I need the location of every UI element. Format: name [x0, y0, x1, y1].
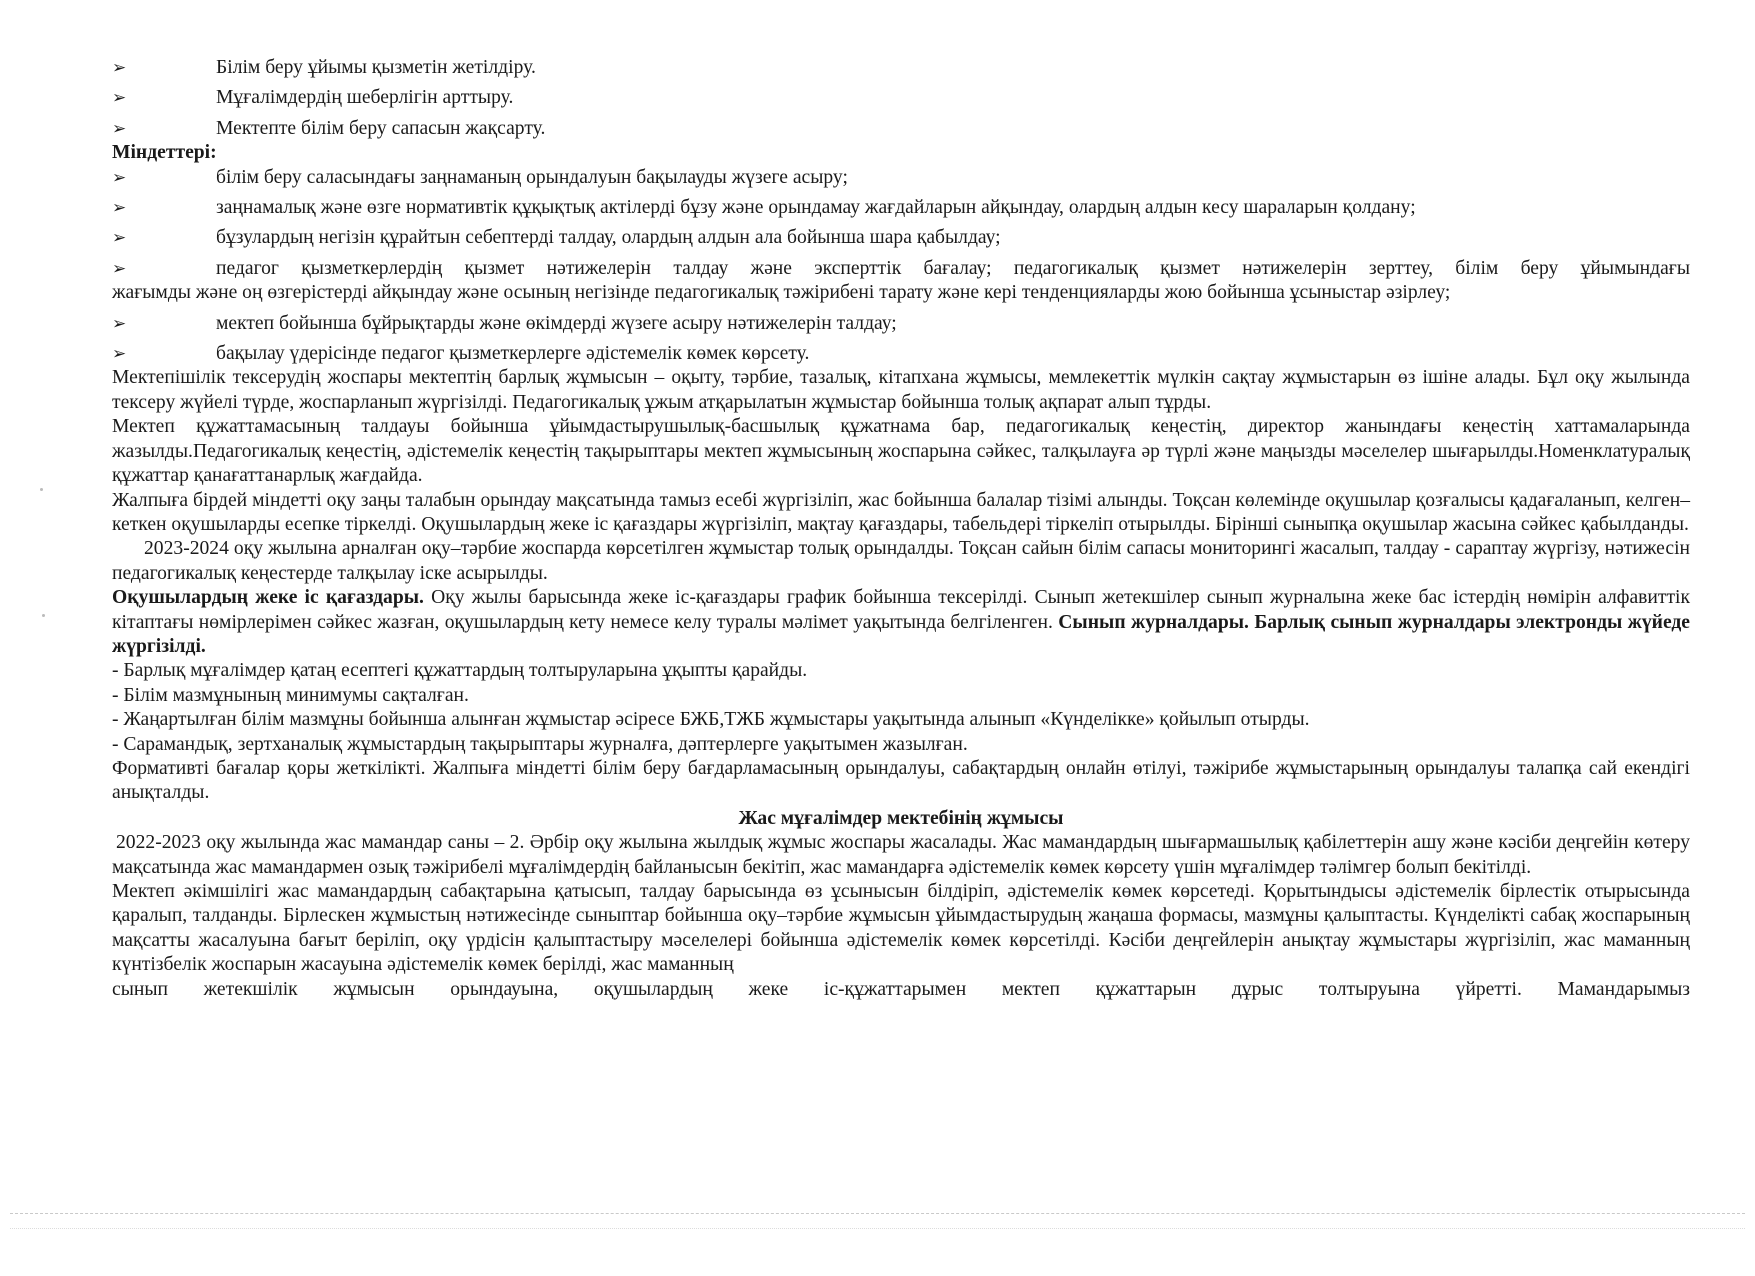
paragraph-student-files: [112, 586, 1690, 659]
paragraph-administration: Мектеп әкімшілігі жас мамандардың сабақтарына қатысып, талдау барысында өз ұсынысын білдіріп, әдістемелік көмек көрсетеді. Қорытындысы әдістемелік бірлестік отырысында қаралып, талданды. Бірлескен жұмыстың нәтижесінде сыныптар бойынша оқу–тәрбие жұмысын ұйымдастырудың жаңаша формасы, мазмұны қалыптасты. Күнделікті сабақ жоспарының мақсатты жасалуына бағыт беріліп, оқу үрдісін қалыптастыру мәселелері бойынша әдістемелік көмек көрсетілді. Кәсіби деңгейлерін анықтау жұмыстары жүргізіліп, жас маманның күнтізбелік жоспарын жасауына әдістемелік көмек берілді, жас маманның: [112, 881, 1690, 976]
scan-speck: [40, 488, 43, 491]
task-text: бақылау үдерісінде педагог қызметкерлерге әдістемелік көмек көрсету.: [216, 343, 810, 365]
tasks-heading: Міндеттері:: [112, 142, 217, 164]
arrow-bullet-icon: ➢: [112, 88, 127, 109]
class-journals-heading: Сынып журналдары. Барлық сынып журналдары электронды жүйеде жүргізілді.: [112, 611, 1690, 657]
goal-item: [112, 117, 1690, 141]
dash-item: - Жаңартылған білім мазмұны бойынша алынған жұмыстар әсіресе БЖБ,ТЖБ жұмыстары уақытында алынып «Күнделікке» қойылып отырды.: [112, 709, 1310, 731]
paragraph-administration-last-line: сынып жетекшілік жұмысын орындауына, оқушылардың жеке іс-құжаттарымен мектеп құжаттарын дұрыс толтыруына үйретті. Мамандарымыз: [112, 978, 1690, 1000]
task-text: бұзулардың негізін құрайтын себептерді талдау, олардың алдын ала бойынша шара қабылдау;: [216, 227, 1001, 249]
task-item-first-line: [112, 257, 1690, 281]
student-files-heading: Оқушылардың жеке іс қағаздары.: [112, 587, 424, 609]
goal-text: Мұғалімдердің шеберлігін арттыру.: [216, 87, 514, 109]
arrow-bullet-icon: ➢: [112, 118, 127, 139]
scan-artifact-line: [10, 1228, 1745, 1229]
task-item-long: [112, 257, 1690, 306]
paragraph-young-teachers: 2022-2023 оқу жылында жас мамандар саны – 2. Әрбір оқу жылына жылдық жұмыс жоспары жасалады. Жас мамандардың шығармашылық қабілеттерін ашу және кәсіби деңгейін көтеру мақсатында жас мамандармен озық тәжірибелі мұғалімдердің байланысын бекітіп, жас мамандарға әдістемелік көмек көрсету үшін мұғалімдер тәлімгер болып бекітілді.: [112, 832, 1690, 878]
arrow-bullet-icon: ➢: [112, 58, 127, 78]
student-files-text: Оқу жылы барысында жеке іс-қағаздары график бойынша тексерілді. Сынып жетекшілер сынып журналына жеке бас істердің нөмірін алфавиттік кітаптағы нөмірлерімен сәйкес жазған, оқушылардың кету немесе келу туралы мәлімет уақытында белгіленген.: [112, 587, 1690, 633]
arrow-bullet-icon: ➢: [112, 313, 127, 334]
section-title: Жас мұғалімдер мектебінің жұмысы: [738, 807, 1064, 829]
task-item: [112, 166, 1690, 190]
arrow-bullet-icon: ➢: [112, 258, 127, 279]
arrow-bullet-icon: ➢: [112, 344, 127, 365]
paragraph-compulsory-education: Жалпыға бірдей міндетті оқу заңы талабын орындау мақсатында тамыз есебі жүргізіліп, жас бойынша балалар тізімі алынды. Тоқсан көлемінде оқушылар қозғалысы қадағаланып, келген–кеткен оқушыларды есепке тіркелді. Оқушылардың жеке іс қағаздары жүргізіліп, мақтау қағаздары, табельдері тіркеліп отырылды. Бірінші сыныпқа оқушылар жасына сәйкес қабылданды.: [112, 489, 1690, 535]
task-text: заңнамалық және өзге нормативтік құқықтық актілерді бұзу және орындамау жағдайларын айқындау, олардың алдын кесу шараларын қолдану;: [216, 197, 1416, 219]
task-item: [112, 226, 1690, 250]
arrow-bullet-icon: ➢: [112, 228, 127, 249]
task-text-continuation: жағымды және оң өзгерістерді айқындау және осының негізінде педагогикалық тәжірибені тарату және кері тенденцияларды жою бойынша ұсыныстар әзірлеу;: [112, 282, 1451, 304]
paragraph-formative: Формативті бағалар қоры жеткілікті. Жалпыға міндетті білім беру бағдарламасының орындалуы, сабақтардың онлайн өтілуі, тәжірибе жұмыстарының орындалуы талапқа сай екендігі анықталды.: [112, 757, 1690, 804]
paragraph-documentation: Мектеп құжаттамасының талдауы бойынша ұйымдастырушылық-басшылық құжатнама бар, педагогикалық кеңестің, директор жанындағы кеңестің хаттамаларында жазылды.Педагогикалық кеңестің, әдістемелік кеңестің тақырыптары мектеп жұмысының жоспарына сәйкес, талқылауға әр түрлі және маңызды мәселелер шығарылды.Номенклатуралық құжаттар қанағаттанарлық жағдайда.: [112, 416, 1690, 487]
task-text: педагог қызметкерлердің қызмет нәтижелерін талдау және эксперттік бағалау; педагогикалық қызмет нәтижелерін зерттеу, білім беру ұйымындағы: [216, 257, 1690, 279]
task-text: білім беру саласындағы заңнаманың орындалуын бақылауды жүзеге асыру;: [216, 166, 848, 188]
dash-item: - Барлық мұғалімдер қатаң есептегі құжаттардың толтыруларына ұқыпты қарайды.: [112, 660, 808, 682]
paragraph-inspection-plan: Мектепішілік тексерудің жоспары мектептің барлық жұмысын – оқыту, тәрбие, тазалық, кітапхана жұмысы, мемлекеттік мүлкін сақтау жұмыстарын өз ішіне алады. Бұл оқу жылында тексеру жүйелі түрде, жоспарланып жүргізілді. Педагогикалық ұжым атқарылатын жұмыстар бойынша толық ақпарат алып тұрды.: [112, 367, 1690, 413]
task-item: [112, 342, 1690, 366]
goal-item: [112, 86, 1690, 110]
goal-text: Білім беру ұйымы қызметін жетілдіру.: [216, 57, 536, 78]
arrow-bullet-icon: ➢: [112, 167, 127, 188]
task-text: мектеп бойынша бұйрықтарды және өкімдерді жүзеге асыру нәтижелерін талдау;: [216, 312, 897, 334]
document-body: [112, 56, 1690, 1002]
dash-item: - Сарамандық, зертханалық жұмыстардың тақырыптары журналға, дәптерлерге уақытымен жазылған.: [112, 733, 968, 755]
task-item: [112, 196, 1690, 220]
task-item: [112, 312, 1690, 336]
dash-item: - Білім мазмұнының минимумы сақталған.: [112, 684, 469, 706]
scan-artifact-line: [10, 1213, 1745, 1214]
scan-speck: [42, 614, 45, 617]
paragraph-academic-year: 2023-2024 оқу жылына арналған оқу–тәрбие жоспарда көрсетілген жұмыстар толық орындалды. Тоқсан сайын білім сапасы мониторингі жасалып, талдау - сараптау жүргізу, нәтижесін педагогикалық кеңестерде талқылау іске асырылды.: [112, 538, 1690, 584]
arrow-bullet-icon: ➢: [112, 198, 127, 219]
goal-item: [112, 56, 1690, 80]
goal-text: Мектепте білім беру сапасын жақсарту.: [216, 117, 546, 139]
